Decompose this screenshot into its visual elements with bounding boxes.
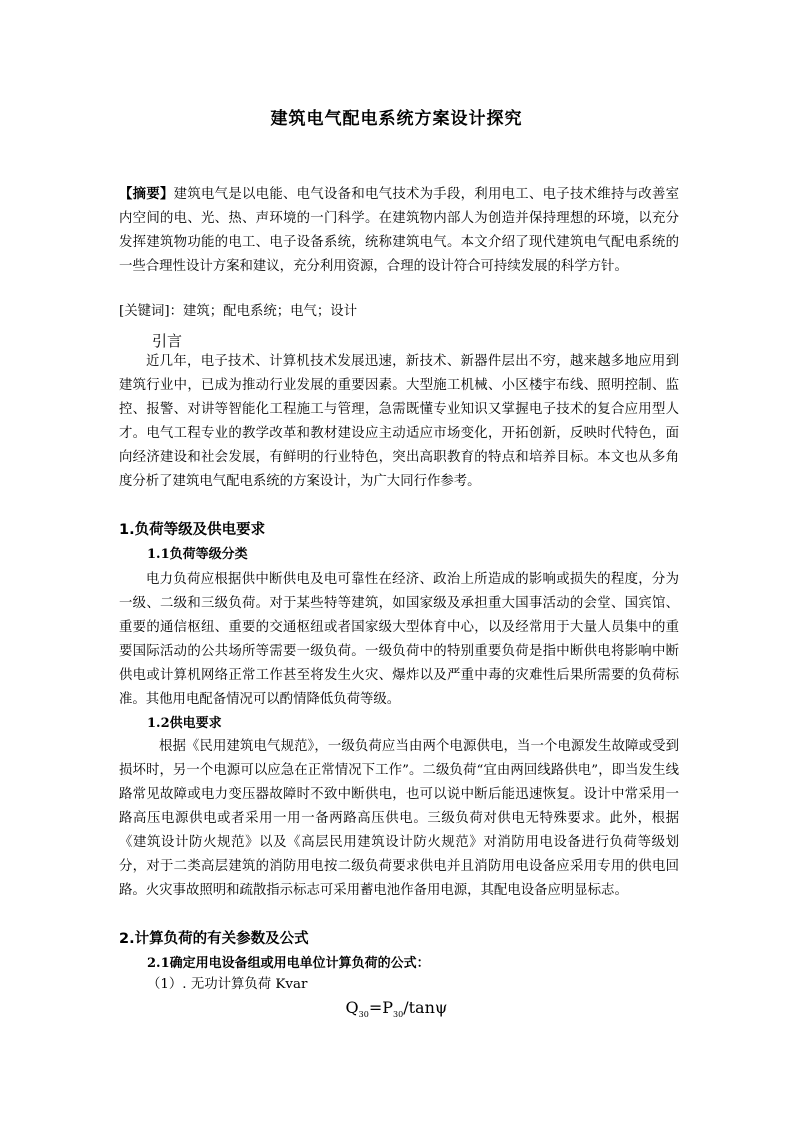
section1-1-heading: 1.1负荷等级分类 (147, 547, 248, 562)
abstract-label: 【摘要】 (119, 186, 174, 202)
reactive-load-formula (0, 998, 793, 1019)
abstract-paragraph (119, 182, 679, 279)
section2-1-heading: 2.1确定用电设备组或用电单位计算负荷的公式： (147, 956, 430, 971)
formula-q: Q (345, 998, 359, 1017)
formula-sub-q: 30 (358, 1010, 369, 1020)
section1-1-paragraph: 电力负荷应根据供中断供电及电可靠性在经济、政治上所造成的影响或损失的程度，分为一级、二级和三级负荷。对于某些特等建筑，如国家级及承担重大国事活动的会堂、国宾馆、重要的通信枢纽、重要的交通枢纽或者国家级大型体育中心，以及经常用于大量人员集中的重要国际活动的公共场所等需要一级负荷。一级负荷中的特别重要负荷是指中断供电将影响中断供电或计算机网络正常工作甚至将发生火灾、爆炸以及严重中毒的灾难性后果所需要的负荷标准。其他用电配备情况可以酌情降低负荷等级。 (119, 572, 679, 707)
formula-eq-p: =P (368, 998, 394, 1017)
keywords-text: ：建筑；配电系统；电气；设计 (169, 304, 358, 319)
intro-heading: 引言 (152, 332, 183, 350)
keywords-line (119, 300, 679, 324)
section2-1-item1: （1）. 无功计算负荷 Kvar (147, 977, 308, 992)
abstract-text: 建筑电气是以电能、电气设备和电气技术为手段，利用电工、电子技术维持与改善室内空间的电、光、热、声环境的一门科学。在建筑物内部人为创造并保持理想的环境，以充分发挥建筑物功能的电工、电子设备系统，统称建筑电气。本文介绍了现代建筑电气配电系统的一些合理性设计方案和建议，充分利用资源，合理的设计符合可持续发展的科学方针。 (119, 187, 680, 274)
keywords-label: [关键词] (119, 304, 170, 319)
intro-paragraph: 近几年，电子技术、计算机技术发展迅速，新技术、新器件层出不穷，越来越多地应用到建筑行业中，已成为推动行业发展的重要因素。大型施工机械、小区楼宇布线、照明控制、监控、报警、对讲等智能化工程施工与管理，急需既懂专业知识又掌握电子技术的复合应用型人才。电气工程专业的教学改革和教材建设应主动适应市场变化，开拓创新，反映时代特色，面向经济建设和社会发展，有鲜明的行业特色，突出高职教育的特点和培养目标。本文也从多角度分析了建筑电气配电系统的方案设计，为广大同行作参考。 (119, 354, 679, 489)
section2-heading: 2.计算负荷的有关参数及公式 (119, 931, 309, 947)
section1-2-heading: 1.2供电要求 (147, 716, 222, 731)
section1-heading: 1.负荷等级及供电要求 (119, 522, 266, 538)
section1-2-paragraph: 根据《民用建筑电气规范》，一级负荷应当由两个电源供电，当一个电源发生故障或受到损坏时，另一个电源可以应急在正常情况下工作”。二级负荷“宜由两回线路供电”，即当发生线路常见故障或电力变压器故障时不致中断供电，也可以说中断后能迅速恢复。设计中常采用一路高压电源供电或者采用一用一备两路高压供电。三级负荷对供电无特殊要求。此外，根据《建筑设计防火规范》以及《高层民用建筑设计防火规范》对消防用电设备进行负荷等级划分，对于二类高层建筑的消防用电按二级负荷要求供电并且消防用电设备应采用专用的供电回路。火灾事故照明和疏散指示标志可采用蓄电池作备用电源，其配电设备应明显标志。 (119, 739, 679, 898)
formula-sub-p: 30 (393, 1010, 404, 1020)
document-title: 建筑电气配电系统方案设计探究 (270, 109, 523, 129)
formula-rest: /tanψ (403, 998, 448, 1017)
